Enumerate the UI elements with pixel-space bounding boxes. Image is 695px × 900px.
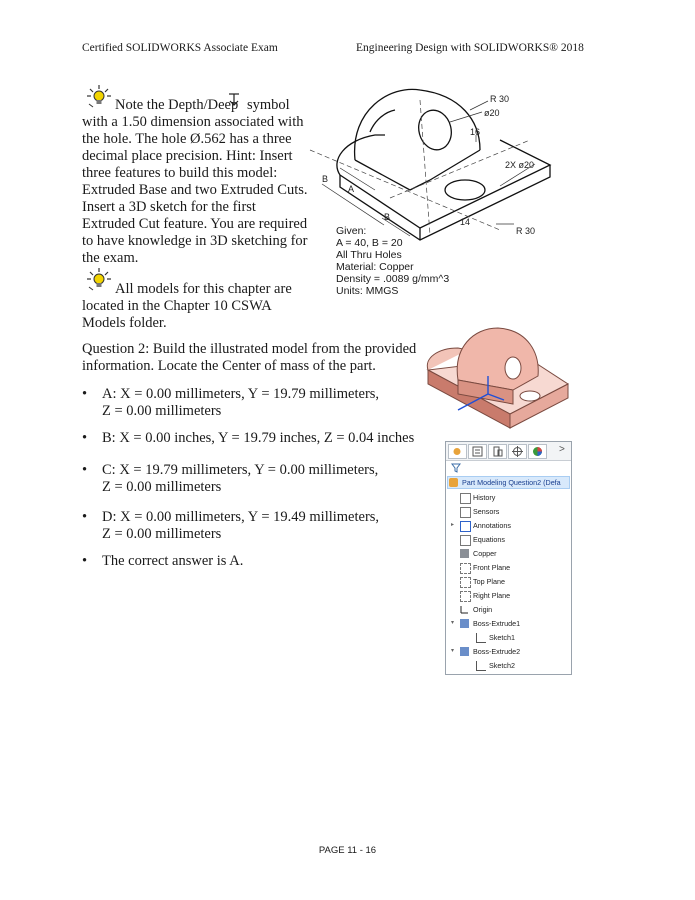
- note1-line: to have knowledge in 3D sketching for: [82, 233, 308, 249]
- note1-line: the hole. The hole Ø.562 has a three: [82, 131, 292, 147]
- property-manager-tab-icon[interactable]: [468, 444, 487, 459]
- annotations-icon: [460, 521, 471, 532]
- dim-radius-30-top: R 30: [490, 94, 510, 104]
- given-line: All Thru Holes: [336, 249, 402, 261]
- display-manager-tab-icon[interactable]: [528, 444, 547, 459]
- equations-icon: [460, 535, 471, 546]
- dim-a: A: [348, 184, 355, 194]
- question-line: Question 2: Build the illustrated model from the provided: [82, 341, 417, 357]
- question-line: information. Locate the Center of mass of the part.: [82, 358, 376, 374]
- extrude-icon: [460, 619, 469, 628]
- collapse-arrow-icon[interactable]: ▾: [451, 648, 455, 654]
- sensors-icon: [460, 507, 471, 518]
- dim-16: 16: [470, 127, 481, 137]
- given-line: A = 40, B = 20: [336, 237, 403, 249]
- note1-line: Note the Depth/Deep: [115, 97, 239, 113]
- part-icon: [449, 478, 458, 487]
- note1-line: with a 1.50 dimension associated with: [82, 114, 304, 130]
- sketch-icon: [476, 661, 486, 671]
- note2-line: located in the Chapter 10 CSWA: [82, 298, 272, 314]
- depth-deep-symbol-icon: [228, 92, 240, 106]
- dim-radius-30-bottom: R 30: [516, 226, 536, 236]
- header-right: Engineering Design with SOLIDWORKS® 2018: [356, 42, 584, 54]
- extrude-icon: [460, 647, 469, 656]
- dim-diameter-20: ø20: [484, 108, 500, 118]
- dim-b-left: B: [322, 174, 329, 184]
- history-icon: [460, 493, 471, 504]
- note1-line: Extruded Cut feature. You are required: [82, 216, 308, 232]
- sketch-icon: [476, 633, 486, 643]
- lightbulb-icon: [86, 84, 112, 108]
- given-line: Density = .0089 g/mm^3: [336, 273, 450, 285]
- plane-icon: [460, 577, 471, 588]
- lightbulb-icon: [86, 267, 112, 291]
- note2-line: Models folder.: [82, 315, 167, 331]
- expand-arrow-icon[interactable]: ▸: [451, 522, 455, 528]
- feature-manager-tree: > Part Modeling Question2 (Defa History Sensors ▸ Annotations Equations Copper Front Plane Top Plane Right Plane Origin ▾ Boss-Extrude1 Sketch1 ▾ Boss-Extrude2 Sketch2: [445, 441, 572, 675]
- page-number: PAGE 11 - 16: [318, 845, 377, 856]
- note1-line: the exam.: [82, 250, 139, 266]
- note1-line: symbol: [247, 97, 290, 113]
- given-line: Material: Copper: [336, 261, 414, 273]
- feature-manager-tabs: [446, 442, 571, 461]
- filter-icon[interactable]: [451, 463, 461, 473]
- note1-line: decimal place precision. Hint: Insert: [82, 148, 293, 164]
- plane-icon: [460, 591, 471, 602]
- feature-manager-tab-icon[interactable]: [448, 444, 467, 459]
- dim-2x-diameter-20: 2X ø20: [505, 160, 535, 170]
- given-line: Given:: [336, 225, 367, 237]
- note1-line: Insert a 3D sketch for the first: [82, 199, 256, 215]
- configuration-manager-tab-icon[interactable]: [488, 444, 507, 459]
- note2-line: All models for this chapter are: [115, 281, 292, 297]
- origin-icon: [460, 605, 469, 614]
- note1-line: three features to build this model:: [82, 165, 278, 181]
- plane-icon: [460, 563, 471, 574]
- dimxpert-tab-icon[interactable]: [508, 444, 527, 459]
- given-line: Units: MMGS: [336, 285, 399, 297]
- dim-14: 14: [460, 217, 471, 227]
- chevron-right-icon[interactable]: >: [559, 444, 565, 455]
- collapse-arrow-icon[interactable]: ▾: [451, 620, 455, 626]
- note1-line: Extruded Base and two Extruded Cuts.: [82, 182, 308, 198]
- rendered-copper-model: [418, 318, 578, 430]
- material-icon: [460, 549, 469, 558]
- dim-b-bottom: B: [384, 212, 391, 222]
- header-left: Certified SOLIDWORKS Associate Exam: [82, 42, 278, 54]
